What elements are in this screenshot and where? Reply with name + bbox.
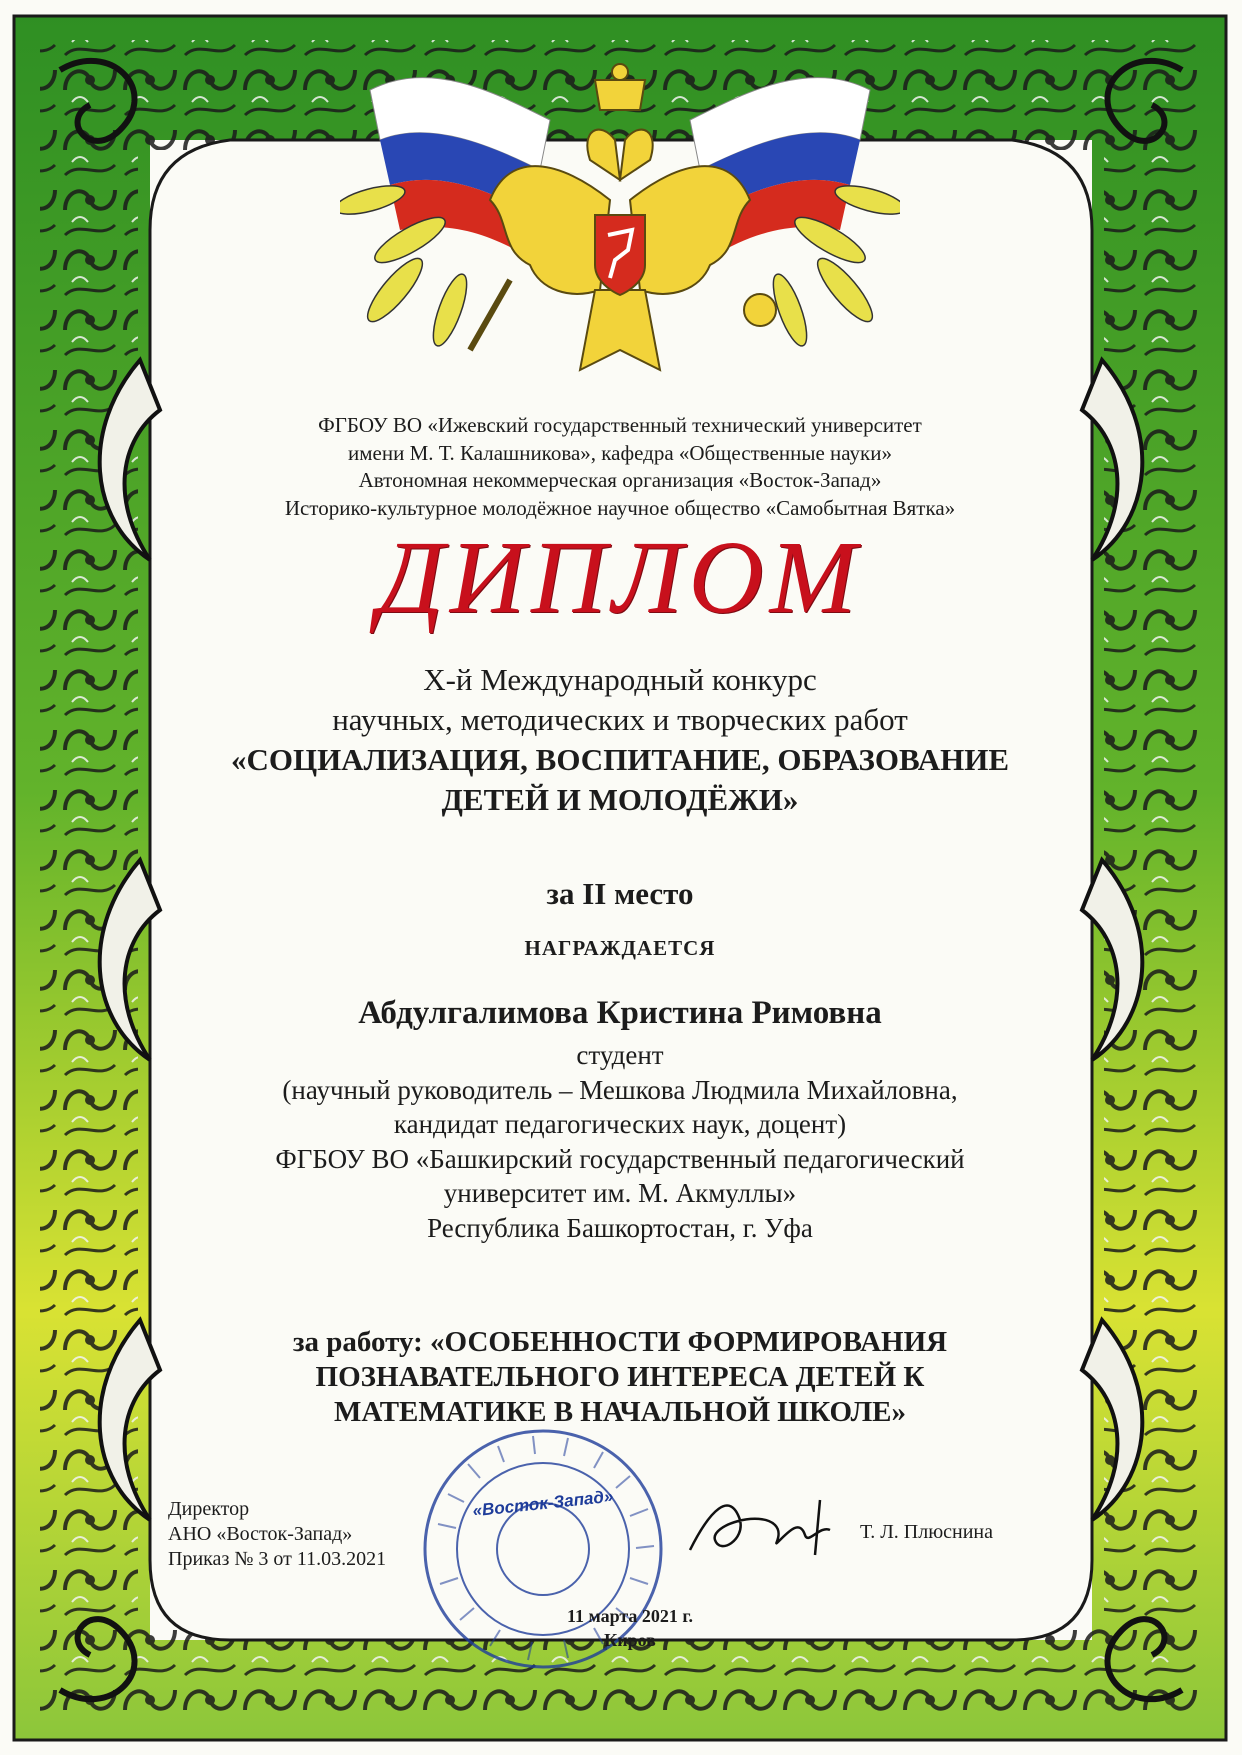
signer-name: Т. Л. Плюснина: [860, 1521, 994, 1543]
organizer-line: имени М. Т. Калашникова», кафедра «Общественные науки»: [348, 440, 892, 465]
work-line: за работу: «ОСОБЕННОСТИ ФОРМИРОВАНИЯ: [292, 1326, 948, 1358]
contest-name: «СОЦИАЛИЗАЦИЯ, ВОСПИТАНИЕ, ОБРАЗОВАНИЕ: [230, 742, 1010, 777]
russian-coat-of-arms-icon: [340, 50, 900, 390]
director-line: Директор: [168, 1498, 250, 1520]
detail-line: кандидат педагогических наук, доцент): [393, 1109, 847, 1139]
organizers-block: [170, 412, 1070, 522]
detail-line: студент: [576, 1040, 664, 1070]
contest-line: Х-й Международный конкурс: [423, 662, 817, 697]
diploma-title: ДИПЛОМ: [377, 520, 863, 635]
work-title: [170, 1325, 1070, 1430]
contest-block: [170, 660, 1070, 820]
winner-details: [170, 1038, 1070, 1245]
stamp-label: «Восток-Запад»: [471, 1486, 615, 1521]
date-place-block: [520, 1604, 740, 1652]
issue-date: 11 марта 2021 г.: [566, 1606, 694, 1626]
detail-line: Республика Башкортостан, г. Уфа: [427, 1212, 813, 1243]
contest-name: ДЕТЕЙ И МОЛОДЁЖИ»: [441, 782, 799, 817]
work-line: МАТЕМАТИКЕ В НАЧАЛЬНОЙ ШКОЛЕ»: [333, 1396, 907, 1428]
detail-line: университет им. М. Акмуллы»: [443, 1178, 797, 1208]
winner-name: Абдулгалимова Кристина Римовна: [358, 995, 882, 1031]
organizer-line: ФГБОУ ВО «Ижевский государственный технический университет: [318, 413, 922, 437]
detail-line: ФГБОУ ВО «Башкирский государственный педагогический: [275, 1143, 965, 1174]
director-line: АНО «Восток-Запад»: [168, 1523, 353, 1545]
work-line: ПОЗНАВАТЕЛЬНОГО ИНТЕРЕСА ДЕТЕЙ К: [315, 1361, 925, 1393]
awarded-label: НАГРАЖДАЕТСЯ: [524, 936, 716, 960]
director-block: [168, 1497, 468, 1572]
issue-city: Киров: [604, 1630, 656, 1650]
organizer-line: Историко-культурное молодёжное научное общество «Самобытная Вятка»: [284, 495, 956, 520]
director-line: Приказ № 3 от 11.03.2021: [168, 1548, 387, 1570]
organizer-line: Автономная некоммерческая организация «Восток-Запад»: [358, 468, 882, 492]
detail-line: (научный руководитель – Мешкова Людмила Михайловна,: [282, 1074, 958, 1105]
signature: [680, 1480, 860, 1570]
contest-line: научных, методических и творческих работ: [332, 702, 908, 737]
award-place: за II место: [546, 876, 694, 911]
